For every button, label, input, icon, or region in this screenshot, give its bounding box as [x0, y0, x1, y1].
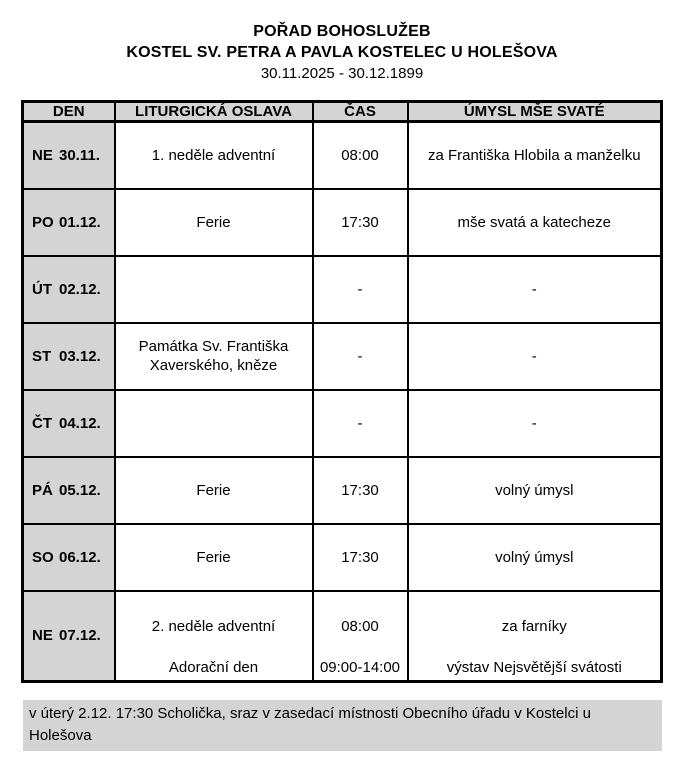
celebration-cell — [115, 591, 313, 682]
day-date: 04.12. — [59, 414, 101, 432]
celebration-cell: Ferie — [115, 524, 313, 591]
day-date: 05.12. — [59, 481, 101, 499]
page-subtitle: KOSTEL SV. PETRA A PAVLA KOSTELEC U HOLEŠOVA — [126, 44, 558, 61]
day-date: 03.12. — [59, 347, 101, 365]
celebration-cell — [115, 390, 313, 457]
day-abbr: PO — [32, 213, 54, 231]
day-cell — [23, 457, 115, 524]
table-row — [23, 323, 662, 390]
celebration-cell: Ferie — [115, 189, 313, 256]
document-header — [0, 0, 684, 84]
day-abbr: ÚT — [32, 280, 52, 298]
celebration-cell — [115, 256, 313, 323]
date-range: 30.11.2025 - 30.12.1899 — [260, 65, 424, 82]
day-date: 30.11. — [59, 146, 100, 164]
day-abbr: ČT — [32, 414, 52, 432]
schedule-table-body — [23, 122, 662, 682]
column-header-den: DEN — [23, 102, 115, 122]
day-date: 07.12. — [59, 627, 101, 645]
schedule-table — [21, 100, 663, 683]
time-cell: 08:00 — [313, 122, 408, 189]
table-row — [23, 524, 662, 591]
day-date: 02.12. — [59, 280, 101, 298]
intention-cell: - — [408, 390, 662, 457]
celebration-cell: Ferie — [115, 457, 313, 524]
time-cell: - — [313, 390, 408, 457]
celebration-cell: Památka Sv. Františka Xaverského, kněze — [115, 323, 313, 390]
day-cell — [23, 323, 115, 390]
intention-cell: mše svatá a katecheze — [408, 189, 662, 256]
celebration-cell-line: Adorační den — [168, 659, 259, 677]
day-abbr: SO — [32, 548, 54, 566]
day-cell — [23, 189, 115, 256]
day-abbr: PÁ — [32, 481, 53, 499]
table-row — [23, 256, 662, 323]
table-row — [23, 390, 662, 457]
intention-cell: volný úmysl — [408, 524, 662, 591]
time-cell: 17:30 — [313, 524, 408, 591]
table-row — [23, 457, 662, 524]
day-cell — [23, 256, 115, 323]
column-header-liturgicka-oslava: LITURGICKÁ OSLAVA — [115, 102, 313, 122]
intention-cell-line: výstav Nejsvětější svátosti — [446, 659, 622, 677]
day-date: 01.12. — [59, 213, 101, 231]
page-title: POŘAD BOHOSLUŽEB — [253, 23, 431, 40]
day-abbr: NE — [32, 627, 53, 645]
day-abbr: NE — [32, 146, 53, 164]
intention-cell: za Františka Hlobila a manželku — [408, 122, 662, 189]
day-cell — [23, 524, 115, 591]
time-cell — [313, 591, 408, 682]
intention-cell: - — [408, 323, 662, 390]
footer-note: v úterý 2.12. 17:30 Scholička, sraz v zasedací místnosti Obecního úřadu v Kostelci u Holešova — [23, 700, 662, 751]
celebration-cell: 1. neděle adventní — [115, 122, 313, 189]
column-header-cas: ČAS — [313, 102, 408, 122]
time-cell-line: 09:00-14:00 — [319, 659, 401, 677]
table-row — [23, 189, 662, 256]
time-cell: 17:30 — [313, 457, 408, 524]
day-abbr: ST — [32, 347, 52, 365]
day-cell — [23, 122, 115, 189]
time-cell: - — [313, 256, 408, 323]
celebration-cell-line: 2. neděle adventní — [151, 618, 276, 636]
intention-cell: volný úmysl — [408, 457, 662, 524]
intention-cell: - — [408, 256, 662, 323]
time-cell: - — [313, 323, 408, 390]
time-cell: 17:30 — [313, 189, 408, 256]
time-cell-line: 08:00 — [341, 618, 379, 636]
intention-cell — [408, 591, 662, 682]
intention-cell-line: za farníky — [501, 618, 567, 636]
table-row — [23, 591, 662, 682]
day-cell — [23, 591, 115, 682]
day-date: 06.12. — [59, 548, 101, 566]
table-header-row — [23, 102, 662, 122]
column-header-umysl: ÚMYSL MŠE SVATÉ — [408, 102, 662, 122]
table-row — [23, 122, 662, 189]
day-cell — [23, 390, 115, 457]
